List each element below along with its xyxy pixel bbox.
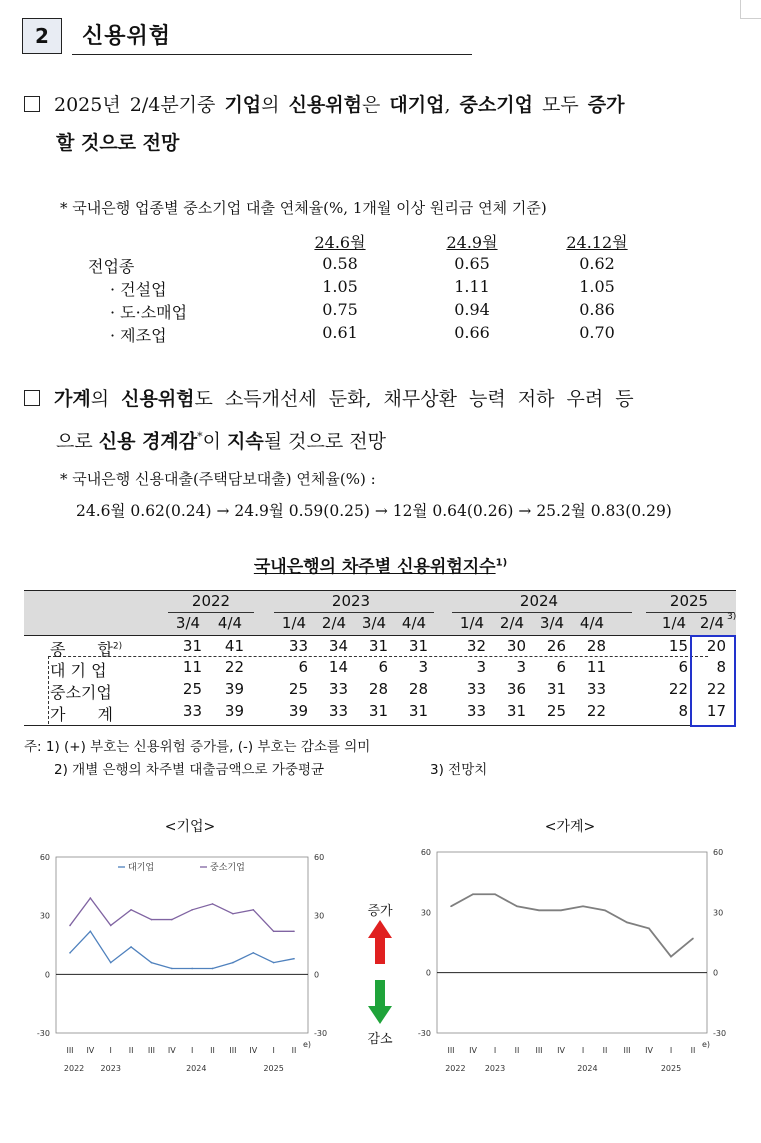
data-point (494, 893, 496, 895)
x-tick-label: II (210, 1046, 215, 1055)
index-cell: 31 (182, 637, 202, 655)
credit-risk-index-table (24, 590, 736, 726)
x-tick-label: IV (249, 1046, 258, 1055)
quarter-header: 4/4 (401, 614, 427, 632)
y-tick-label-right: 0 (713, 968, 719, 978)
x-tick-label: III (623, 1046, 631, 1055)
index-cell: 17 (706, 702, 726, 720)
text-part: 될 것으로 전망 (263, 430, 386, 453)
year-label: 2022 (445, 1064, 466, 1073)
sme-cell: 0.86 (579, 300, 615, 319)
sme-cell: 0.62 (579, 254, 615, 273)
footnote-line2a: 2) 개별 은행의 차주별 대출금액으로 가중평균 (54, 762, 325, 778)
arrow-down-label: 감소 (367, 1032, 393, 1047)
y-tick-label-left: -30 (417, 1029, 431, 1038)
text-bold: 가계 (54, 388, 91, 410)
data-point (472, 893, 474, 895)
quarter-header: 1/4 (661, 614, 687, 632)
text-part: 도 소득개선세 둔화, 채무상환 능력 저하 우려 등 (194, 388, 634, 410)
index-cell: 28 (408, 680, 428, 698)
decrease-arrow-shape (368, 980, 392, 1024)
chart-title-household: <가계> (544, 819, 596, 835)
text-bold: 신용 경계감 (98, 430, 198, 453)
year-header: 2022 (191, 592, 231, 610)
index-cell: 28 (368, 680, 388, 698)
data-point (212, 968, 214, 970)
quarter-header: 2/4 (499, 614, 525, 632)
y-tick-label-left: 60 (39, 853, 50, 862)
forecast-highlight-box (690, 635, 736, 727)
index-cell: 25 (288, 680, 308, 698)
index-cell: 39 (224, 702, 244, 720)
index-cell: 31 (546, 680, 566, 698)
index-cell: 22 (668, 680, 688, 698)
index-cell: 33 (466, 680, 486, 698)
index-cell: 33 (328, 680, 348, 698)
year-label: 2025 (263, 1064, 284, 1073)
sme-delinquency-table (0, 228, 761, 348)
x-tick-label: IV (645, 1046, 653, 1055)
data-point (232, 913, 234, 915)
data-point (232, 962, 234, 964)
x-tick-label: I (669, 1046, 673, 1055)
index-cell: 3 (516, 658, 526, 676)
index-row-label (50, 658, 107, 681)
index-cell: 33 (182, 702, 202, 720)
data-point (191, 968, 193, 970)
series-line-0 (451, 894, 693, 956)
index-cell: 8 (716, 658, 726, 676)
x-tick-label: II (602, 1046, 608, 1055)
index-cell: 22 (706, 680, 726, 698)
index-cell: 31 (368, 637, 388, 655)
index-cell: 33 (328, 702, 348, 720)
index-table-title: 국내은행의 차주별 신용위험지수 (253, 557, 496, 577)
superscript: * (197, 430, 203, 443)
sme-cell: 0.70 (579, 323, 615, 342)
sme-col-header: 24.6월 (314, 233, 366, 252)
x-tick-label: IV (86, 1046, 95, 1055)
table-dashed-rule-left (48, 656, 49, 724)
data-point (130, 946, 132, 948)
index-cell: 6 (556, 658, 566, 676)
index-cell: 31 (408, 702, 428, 720)
paragraph-household-line1 (24, 380, 744, 418)
footnote-line1: 주: 1) (+) 부호는 신용위험 증가를, (-) 부호는 감소를 의미 (24, 739, 371, 755)
sme-row-label: · 도·소매업 (110, 303, 188, 322)
text-part: 은 (361, 94, 390, 116)
sme-cell: 0.65 (454, 254, 490, 273)
decrease-arrow-icon (368, 980, 392, 1024)
sme-cell: 0.61 (322, 323, 358, 342)
quarter-header: 3/4 (539, 614, 565, 632)
quarter-header: 4/4 (579, 614, 605, 632)
index-cell: 15 (668, 637, 688, 655)
quarter-header: 3/4 (361, 614, 387, 632)
index-cell: 28 (586, 637, 606, 655)
data-point (670, 956, 672, 958)
index-cell: 33 (288, 637, 308, 655)
sme-cell: 0.75 (322, 300, 358, 319)
data-point (516, 906, 518, 908)
table-dashed-rule (48, 656, 708, 657)
sme-cell: 0.66 (454, 323, 490, 342)
x-tick-label: I (109, 1046, 112, 1055)
data-point (252, 909, 254, 911)
quarter-header: 1/4 (281, 614, 307, 632)
year-label: 2023 (484, 1064, 506, 1073)
data-point (69, 952, 71, 954)
data-point (648, 928, 650, 930)
index-row-label-text: 가 계 (50, 705, 113, 724)
x-tick-label: III (147, 1046, 155, 1055)
quarter-header: 2/4 (321, 614, 347, 632)
y-tick-label-right: -30 (314, 1029, 328, 1038)
year-label: 2024 (186, 1064, 207, 1073)
x-tick-label: I (272, 1046, 275, 1055)
household-note-line1: * 국내은행 신용대출(주택담보대출) 연체율(%) : (60, 470, 376, 488)
data-point (171, 919, 173, 921)
y-tick-label-left: -30 (36, 1029, 50, 1038)
index-cell: 33 (466, 702, 486, 720)
data-point (582, 906, 584, 908)
sme-row-label: · 건설업 (110, 280, 167, 299)
data-point (626, 922, 628, 924)
y-tick-label-right: 0 (314, 970, 320, 980)
paragraph-corporate-line2: 할 것으로 전망 (56, 132, 180, 154)
sme-cell: 1.05 (579, 277, 615, 296)
y-tick-label-left: 30 (420, 908, 431, 918)
index-cell: 14 (328, 658, 348, 676)
sme-col-header: 24.12월 (566, 233, 628, 252)
sme-col-header: 24.9월 (446, 233, 498, 252)
increase-arrow-shape (368, 920, 392, 964)
series-line-0 (70, 931, 294, 968)
legend-label: 대기업 (128, 863, 155, 873)
index-cell: 20 (706, 637, 726, 655)
data-point (538, 910, 540, 912)
forecast-mark: e) (702, 1040, 711, 1049)
data-point (560, 910, 562, 912)
index-cell: 3 (476, 658, 486, 676)
x-tick-label: II (291, 1046, 297, 1055)
index-cell: 6 (678, 658, 688, 676)
y-tick-label-right: 60 (314, 853, 325, 862)
chart-household (405, 838, 740, 1090)
section-title: 신용위험 (82, 24, 172, 49)
data-point (130, 909, 132, 911)
sme-table-note: * 국내은행 업종별 중소기업 대출 연체율(%, 1개월 이상 원리금 연체 기준) (60, 199, 547, 217)
footnote-line2b: 3) 전망치 (430, 762, 488, 778)
index-row-label-text: 대 기 업 (50, 661, 107, 680)
index-cell: 41 (224, 637, 244, 655)
index-cell: 31 (368, 702, 388, 720)
sme-row-label: · 제조업 (110, 326, 167, 345)
data-point (90, 897, 92, 899)
text-bold: 지속 (227, 430, 264, 453)
data-point (90, 931, 92, 933)
index-row-label-text: 종 합 (50, 640, 113, 659)
quarter-header: 2/4 (699, 614, 725, 632)
x-tick-label: I (581, 1046, 585, 1055)
section-title-underline (72, 54, 472, 55)
text-bold: 증가 (587, 94, 625, 116)
data-point (151, 962, 153, 964)
y-tick-label-left: 60 (420, 848, 431, 857)
y-tick-label-left: 0 (425, 968, 431, 978)
text-part: 의 (261, 94, 289, 116)
index-cell: 26 (546, 637, 566, 655)
y-tick-label-right: 30 (314, 911, 325, 921)
plot-frame (56, 857, 308, 1033)
x-tick-label: IV (469, 1046, 477, 1055)
text-bold: 신용위험 (121, 388, 195, 410)
index-cell: 6 (378, 658, 388, 676)
data-point (692, 938, 694, 940)
sme-cell: 1.05 (322, 277, 358, 296)
table-top-rule (24, 590, 736, 591)
index-cell: 25 (182, 680, 202, 698)
text-part: , (444, 94, 460, 116)
index-cell: 32 (466, 637, 486, 655)
x-tick-label: III (535, 1046, 543, 1055)
index-table-title-wrap (0, 552, 761, 577)
index-row-label (50, 680, 112, 703)
data-point (212, 903, 214, 905)
text-part: 모두 (532, 94, 588, 116)
index-cell: 11 (586, 658, 606, 676)
legend-label: 중소기업 (210, 863, 245, 873)
index-row-sup: 2) (112, 641, 123, 652)
quarter-header: 1/4 (459, 614, 485, 632)
chart-title-corporate: <기업> (164, 819, 216, 835)
table-header-rule (24, 635, 736, 636)
x-tick-label: I (191, 1046, 194, 1055)
index-cell: 25 (546, 702, 566, 720)
forecast-sup: 3) (727, 612, 737, 622)
text-bold: 중소기업 (459, 94, 533, 116)
text-bold: 신용위험 (288, 94, 362, 116)
data-point (110, 962, 112, 964)
y-tick-label-right: 30 (713, 908, 724, 918)
index-cell: 31 (506, 702, 526, 720)
y-tick-label-right: -30 (713, 1029, 727, 1038)
checkbox-bullet-icon (24, 390, 40, 406)
text-part: 으로 (56, 430, 99, 453)
chart-corporate (22, 840, 342, 1090)
x-tick-label: III (447, 1046, 455, 1055)
x-tick-label: II (514, 1046, 520, 1055)
year-header: 2023 (331, 592, 371, 610)
index-cell: 34 (328, 637, 348, 655)
year-header: 2024 (519, 592, 559, 610)
x-tick-label: IV (557, 1046, 565, 1055)
household-note-line2: 24.6월 0.62(0.24) → 24.9월 0.59(0.25) → 12월 0.64(0.26) → 25.2월 0.83(0.29) (76, 502, 672, 520)
index-cell: 33 (586, 680, 606, 698)
plot-frame (437, 852, 707, 1033)
series-line-1 (70, 898, 294, 931)
arrow-up-label: 증가 (367, 904, 393, 919)
year-underline (452, 612, 632, 613)
data-point (273, 931, 275, 933)
text-bold: 대기업 (389, 94, 445, 116)
year-underline (168, 612, 254, 613)
sme-cell: 0.58 (322, 254, 358, 273)
page-corner-mark (740, 0, 761, 19)
x-tick-label: II (690, 1046, 696, 1055)
paragraph-corporate-line1 (24, 86, 744, 124)
y-tick-label-left: 30 (39, 911, 50, 921)
index-cell: 30 (506, 637, 526, 655)
data-point (191, 909, 193, 911)
x-tick-label: III (66, 1046, 74, 1055)
data-point (293, 931, 295, 933)
text-bold: 기업 (224, 94, 262, 116)
sme-cell: 1.11 (454, 277, 490, 296)
table-bottom-rule (24, 725, 736, 726)
year-underline (274, 612, 434, 613)
data-point (69, 925, 71, 927)
year-header: 2025 (669, 592, 709, 610)
text-part: 이 (202, 430, 228, 453)
increase-arrow-icon (368, 920, 392, 964)
data-point (171, 968, 173, 970)
quarter-header: 3/4 (175, 614, 201, 632)
y-tick-label-right: 60 (713, 848, 724, 857)
x-tick-label: III (229, 1046, 237, 1055)
paragraph-household (24, 380, 744, 460)
index-table-title-sup: 1) (495, 557, 508, 569)
checkbox-bullet-icon (24, 96, 40, 112)
index-cell: 3 (418, 658, 428, 676)
data-point (252, 952, 254, 954)
year-underline (646, 612, 734, 613)
index-cell: 22 (224, 658, 244, 676)
index-cell: 22 (586, 702, 606, 720)
index-row-label (50, 702, 113, 725)
index-cell: 8 (678, 702, 688, 720)
index-cell: 11 (182, 658, 202, 676)
year-label: 2024 (577, 1064, 598, 1073)
data-point (604, 910, 606, 912)
quarter-header: 4/4 (217, 614, 243, 632)
sme-cell: 0.94 (454, 300, 490, 319)
section-number: 2 (22, 18, 62, 54)
index-row-label (50, 637, 122, 660)
text-part: 의 (90, 388, 122, 410)
text-part: 2025년 2/4분기중 (54, 94, 225, 116)
index-cell: 31 (408, 637, 428, 655)
index-row-label-text: 중소기업 (50, 683, 112, 702)
x-tick-label: IV (167, 1046, 176, 1055)
x-tick-label: II (128, 1046, 134, 1055)
index-cell: 6 (298, 658, 308, 676)
data-point (110, 925, 112, 927)
index-cell: 39 (288, 702, 308, 720)
y-tick-label-left: 0 (44, 970, 50, 980)
sme-row-label: 전업종 (88, 257, 135, 276)
year-label: 2023 (100, 1064, 121, 1073)
paragraph-household-line2 (24, 418, 744, 460)
year-label: 2025 (660, 1064, 682, 1073)
data-point (293, 958, 295, 960)
forecast-mark: e) (303, 1040, 312, 1049)
data-point (273, 962, 275, 964)
index-cell: 36 (506, 680, 526, 698)
data-point (151, 919, 153, 921)
paragraph-corporate (24, 86, 744, 162)
year-label: 2022 (63, 1064, 85, 1073)
data-point (450, 906, 452, 908)
x-tick-label: I (493, 1046, 497, 1055)
index-cell: 39 (224, 680, 244, 698)
